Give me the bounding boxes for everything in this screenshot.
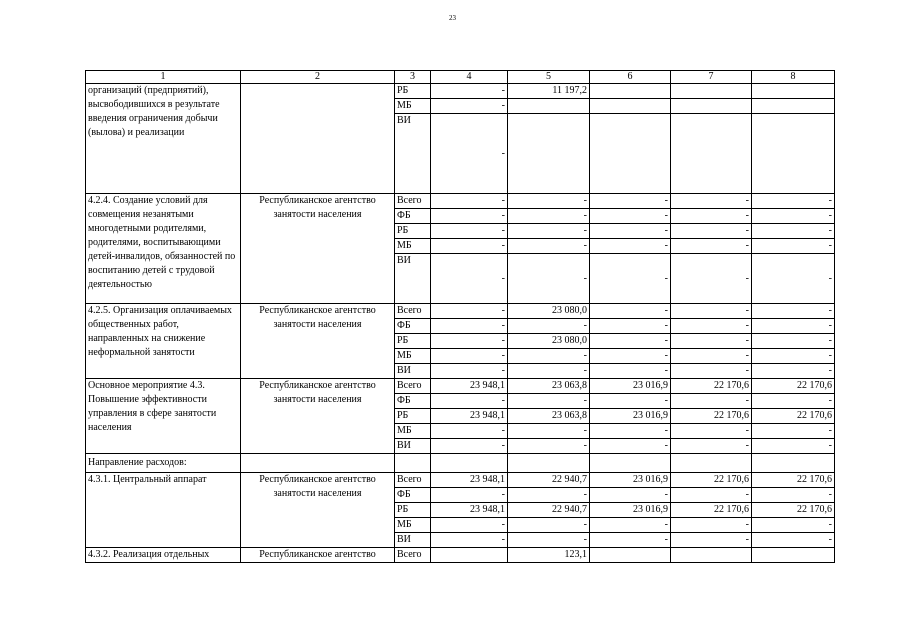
header-cell: 4: [431, 71, 508, 84]
value-cell: 23 948,1: [431, 409, 508, 424]
value-cell: -: [752, 334, 835, 349]
value-cell: -: [752, 194, 835, 209]
value-cell: -: [752, 304, 835, 319]
value-cell: -: [752, 424, 835, 439]
funding-source: ФБ: [395, 319, 431, 334]
value-cell: -: [590, 439, 671, 454]
value-cell: 22 170,6: [671, 409, 752, 424]
value-cell: 22 170,6: [752, 503, 835, 518]
funding-source: ВИ: [395, 364, 431, 379]
value-cell: -: [671, 349, 752, 364]
value-cell: -: [431, 364, 508, 379]
funding-source: Всего: [395, 473, 431, 488]
value-cell: 22 940,7: [508, 473, 590, 488]
value-cell: -: [671, 364, 752, 379]
funding-source: ВИ: [395, 114, 431, 194]
value-cell: -: [431, 439, 508, 454]
header-cell: 2: [241, 71, 395, 84]
table-row: [86, 84, 835, 99]
funding-source: МБ: [395, 518, 431, 533]
value-cell: 22 940,7: [508, 503, 590, 518]
value-cell: -: [431, 114, 508, 194]
value-cell: -: [671, 239, 752, 254]
value-cell: 23 063,8: [508, 379, 590, 394]
funding-source: РБ: [395, 84, 431, 99]
value-cell: -: [431, 424, 508, 439]
value-cell: -: [671, 319, 752, 334]
value-cell: -: [752, 349, 835, 364]
value-cell: -: [431, 209, 508, 224]
direction-label: Направление расходов:: [86, 454, 241, 473]
funding-source: ФБ: [395, 488, 431, 503]
header-cell: 6: [590, 71, 671, 84]
funding-source: МБ: [395, 99, 431, 114]
value-cell: -: [671, 254, 752, 304]
header-cell: 8: [752, 71, 835, 84]
value-cell: -: [590, 334, 671, 349]
value-cell: [508, 99, 590, 114]
value-cell: -: [508, 239, 590, 254]
value-cell: -: [752, 224, 835, 239]
value-cell: 22 170,6: [671, 473, 752, 488]
funding-source: РБ: [395, 334, 431, 349]
value-cell: -: [752, 439, 835, 454]
funding-source: ВИ: [395, 533, 431, 548]
value-cell: 23 016,9: [590, 409, 671, 424]
value-cell: -: [431, 304, 508, 319]
value-cell: -: [431, 319, 508, 334]
value-cell: 22 170,6: [752, 379, 835, 394]
value-cell: [752, 548, 835, 563]
measure-name: Основное мероприятие 4.3. Повышение эффективности управления в сфере занятости населения: [86, 379, 241, 454]
funding-source: ФБ: [395, 209, 431, 224]
value-cell: -: [508, 394, 590, 409]
value-cell: [671, 548, 752, 563]
value-cell: -: [671, 488, 752, 503]
value-cell: -: [431, 194, 508, 209]
value-cell: -: [752, 488, 835, 503]
value-cell: -: [752, 319, 835, 334]
value-cell: -: [508, 319, 590, 334]
value-cell: [671, 84, 752, 99]
empty-cell: [590, 454, 671, 473]
value-cell: [590, 114, 671, 194]
executor-name: Республиканское агентство занятости населения: [241, 194, 395, 304]
funding-source: РБ: [395, 503, 431, 518]
executor-name: Республиканское агентство: [241, 548, 395, 563]
value-cell: -: [671, 224, 752, 239]
table-row: [86, 194, 835, 209]
value-cell: -: [590, 518, 671, 533]
value-cell: -: [590, 239, 671, 254]
value-cell: -: [431, 334, 508, 349]
table-row: [86, 548, 835, 563]
value-cell: 23 948,1: [431, 503, 508, 518]
value-cell: -: [752, 394, 835, 409]
value-cell: -: [508, 439, 590, 454]
value-cell: -: [508, 254, 590, 304]
header-cell: 5: [508, 71, 590, 84]
executor-name: Республиканское агентство занятости населения: [241, 473, 395, 548]
funding-source: Всего: [395, 548, 431, 563]
funding-source: Всего: [395, 194, 431, 209]
funding-source: ВИ: [395, 439, 431, 454]
funding-source: Всего: [395, 304, 431, 319]
value-cell: -: [752, 533, 835, 548]
value-cell: [590, 548, 671, 563]
table-row: [86, 473, 835, 488]
value-cell: -: [508, 424, 590, 439]
funding-source: МБ: [395, 424, 431, 439]
value-cell: 23 016,9: [590, 379, 671, 394]
value-cell: -: [590, 209, 671, 224]
value-cell: -: [431, 224, 508, 239]
measure-name: организаций (предприятий), высвободившихся в результате введения ограничения добычи (вылова) и реализации: [86, 84, 241, 194]
direction-row: [86, 454, 835, 473]
measure-name: 4.3.2. Реализация отдельных: [86, 548, 241, 563]
measure-name: 4.2.4. Создание условий для совмещения незанятыми многодетными родителями, родителями, воспитывающими детей-инвалидов, обязанностей по воспитанию детей с трудовой деятельностью: [86, 194, 241, 304]
value-cell: [590, 99, 671, 114]
value-cell: [508, 114, 590, 194]
value-cell: -: [508, 349, 590, 364]
value-cell: -: [508, 194, 590, 209]
measure-name: 4.3.1. Центральный аппарат: [86, 473, 241, 548]
value-cell: -: [590, 304, 671, 319]
value-cell: -: [671, 439, 752, 454]
value-cell: -: [431, 84, 508, 99]
value-cell: -: [590, 224, 671, 239]
value-cell: -: [431, 254, 508, 304]
funding-source: МБ: [395, 349, 431, 364]
value-cell: [752, 114, 835, 194]
value-cell: 22 170,6: [752, 409, 835, 424]
value-cell: [671, 114, 752, 194]
value-cell: 23 948,1: [431, 379, 508, 394]
header-row: [86, 71, 835, 84]
empty-cell: [395, 454, 431, 473]
value-cell: [752, 84, 835, 99]
value-cell: -: [590, 394, 671, 409]
value-cell: -: [431, 349, 508, 364]
value-cell: -: [431, 99, 508, 114]
value-cell: 22 170,6: [671, 379, 752, 394]
value-cell: -: [752, 239, 835, 254]
value-cell: -: [671, 424, 752, 439]
value-cell: -: [752, 254, 835, 304]
value-cell: -: [590, 319, 671, 334]
funding-source: РБ: [395, 409, 431, 424]
value-cell: -: [590, 364, 671, 379]
value-cell: -: [508, 533, 590, 548]
value-cell: 22 170,6: [752, 473, 835, 488]
value-cell: -: [431, 239, 508, 254]
value-cell: -: [508, 364, 590, 379]
value-cell: -: [508, 224, 590, 239]
executor-name: Республиканское агентство занятости населения: [241, 304, 395, 379]
value-cell: [671, 99, 752, 114]
value-cell: 123,1: [508, 548, 590, 563]
value-cell: -: [671, 304, 752, 319]
value-cell: -: [671, 394, 752, 409]
value-cell: -: [508, 488, 590, 503]
empty-cell: [671, 454, 752, 473]
value-cell: -: [590, 424, 671, 439]
value-cell: 11 197,2: [508, 84, 590, 99]
value-cell: -: [431, 533, 508, 548]
empty-cell: [508, 454, 590, 473]
value-cell: -: [431, 394, 508, 409]
empty-cell: [241, 454, 395, 473]
value-cell: -: [431, 518, 508, 533]
value-cell: -: [752, 518, 835, 533]
value-cell: 22 170,6: [671, 503, 752, 518]
value-cell: -: [671, 194, 752, 209]
executor-name: [241, 84, 395, 194]
executor-name: Республиканское агентство занятости населения: [241, 379, 395, 454]
funding-source: РБ: [395, 224, 431, 239]
empty-cell: [752, 454, 835, 473]
empty-cell: [431, 454, 508, 473]
value-cell: 23 016,9: [590, 503, 671, 518]
value-cell: -: [590, 533, 671, 548]
value-cell: -: [590, 488, 671, 503]
header-cell: 3: [395, 71, 431, 84]
budget-table: [85, 70, 835, 563]
value-cell: -: [671, 334, 752, 349]
value-cell: -: [671, 518, 752, 533]
value-cell: 23 948,1: [431, 473, 508, 488]
measure-name: 4.2.5. Организация оплачиваемых общественных работ, направленных на снижение неформальной занятости: [86, 304, 241, 379]
header-cell: 1: [86, 71, 241, 84]
table-row: [86, 304, 835, 319]
value-cell: -: [590, 194, 671, 209]
funding-source: ФБ: [395, 394, 431, 409]
value-cell: [752, 99, 835, 114]
funding-source: МБ: [395, 239, 431, 254]
value-cell: 23 080,0: [508, 334, 590, 349]
value-cell: -: [508, 518, 590, 533]
page-number: 23: [449, 14, 456, 22]
value-cell: -: [590, 349, 671, 364]
value-cell: -: [752, 364, 835, 379]
value-cell: [590, 84, 671, 99]
value-cell: -: [508, 209, 590, 224]
value-cell: [431, 548, 508, 563]
funding-source: ВИ: [395, 254, 431, 304]
table-row: [86, 379, 835, 394]
value-cell: -: [671, 209, 752, 224]
value-cell: 23 016,9: [590, 473, 671, 488]
header-cell: 7: [671, 71, 752, 84]
value-cell: 23 063,8: [508, 409, 590, 424]
funding-source: Всего: [395, 379, 431, 394]
value-cell: -: [752, 209, 835, 224]
value-cell: -: [590, 254, 671, 304]
value-cell: 23 080,0: [508, 304, 590, 319]
value-cell: -: [431, 488, 508, 503]
value-cell: -: [671, 533, 752, 548]
